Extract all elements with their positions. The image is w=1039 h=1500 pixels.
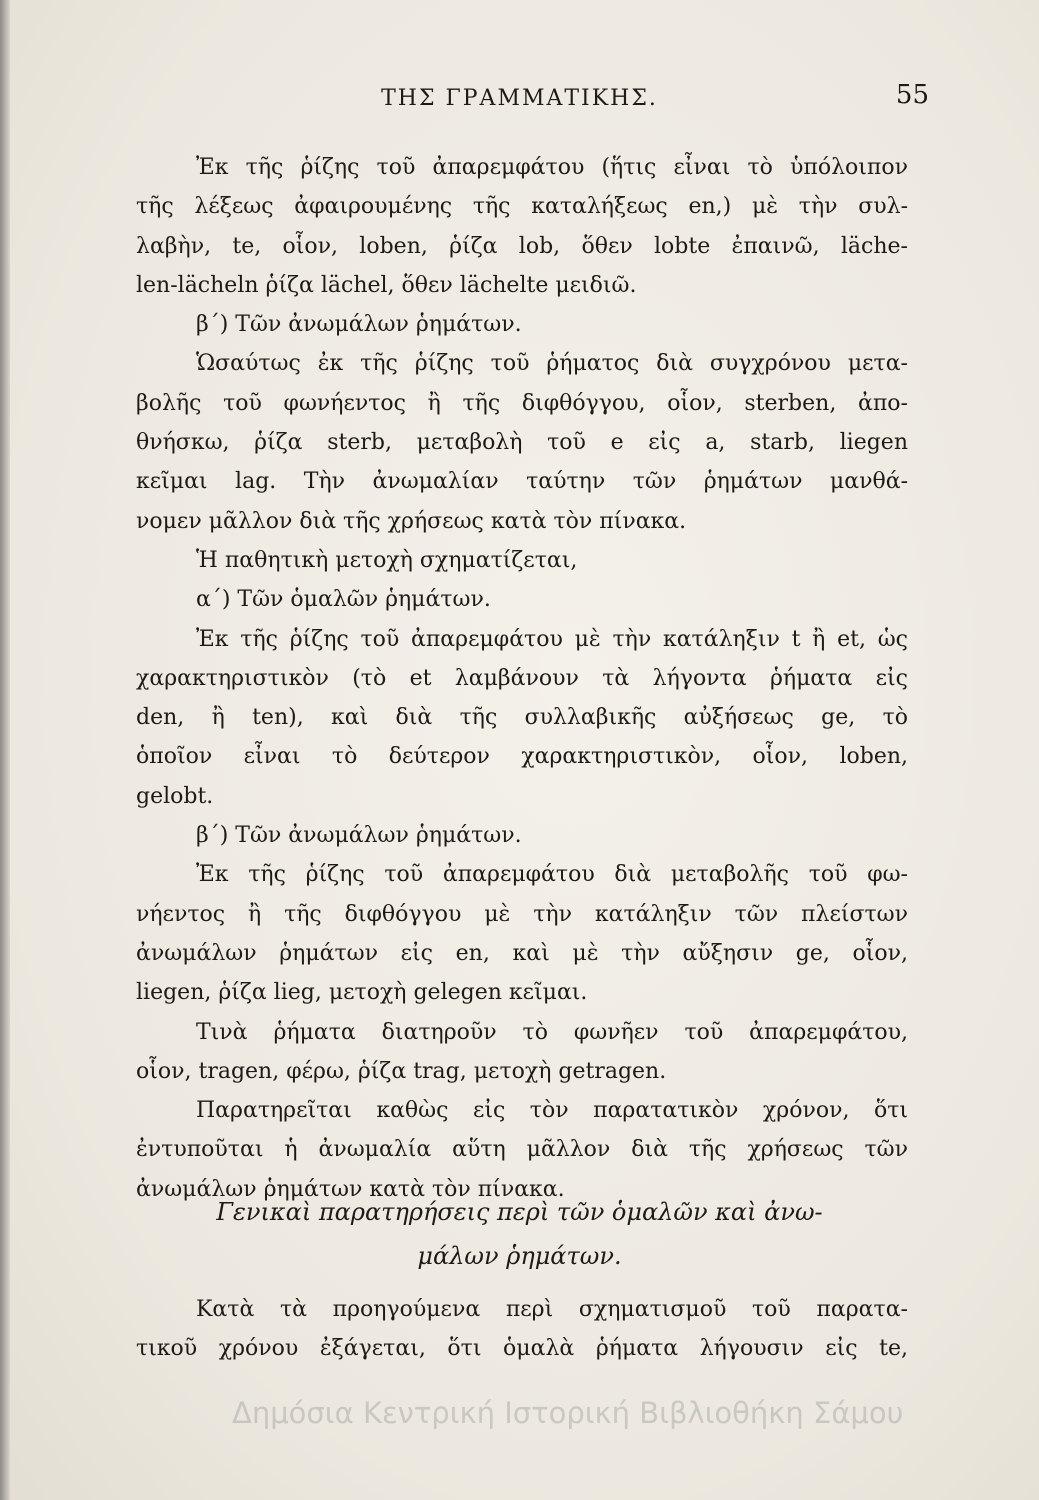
text-line: len-lächeln ῥίζα lächel, ὅθεν lächelte μειδιῶ. (136, 272, 637, 298)
text-line: Τινὰ ῥήματα διατηροῦν τὸ φωνῆεν τοῦ ἀπαρεμφάτου, (196, 1019, 908, 1045)
text-line: ὁποῖον εἶναι τὸ δεύτερον χαρακτηριστικὸν, οἷον, loben, (136, 744, 908, 770)
text-line: Κατὰ τὰ προηγούμενα περὶ σχηματισμοῦ τοῦ παρατα- (196, 1297, 908, 1322)
text-line: ἀνωμάλων ῥημάτων κατὰ τὸν πίνακα. (136, 1176, 565, 1202)
text-line: β΄) Τῶν ἀνωμάλων ῥημάτων. (196, 823, 522, 849)
text-line: οἷον, tragen, φέρω, ῥίζα trag, μετοχὴ getragen. (136, 1058, 667, 1084)
page-number: 55 (895, 80, 929, 110)
text-line: Ἐκ τῆς ῥίζης τοῦ ἀπαρεμφάτου μὲ τὴν κατάληξιν t ἢ et, ὡς (196, 626, 908, 652)
text-line: θνήσκω, ῥίζα sterb, μεταβολὴ τοῦ e εἰς a, starb, liegen (136, 430, 908, 456)
text-line: τικοῦ χρόνου ἐξάγεται, ὅτι ὁμαλὰ ῥήματα λήγουσιν εἰς te, (136, 1336, 908, 1362)
text-line: χαρακτηριστικὸν (τὸ et λαμβάνουν τὰ λήγοντα ῥήματα εἰς (136, 665, 908, 691)
text-line: den, ἢ ten), καὶ διὰ τῆς συλλαβικῆς αὐξήσεως ge, τὸ (136, 705, 908, 731)
text-line: νομεν μᾶλλον διὰ τῆς χρήσεως κατὰ τὸν πίνακα. (136, 508, 687, 534)
section-heading-line-2: μάλων ῥημάτων. (417, 1242, 622, 1270)
text-line: Ἡ παθητικὴ μετοχὴ σχηματίζεται, (196, 547, 578, 573)
text-line: Παρατηρεῖται καθὼς εἰς τὸν παρατατικὸν χρόνον, ὅτι (196, 1098, 908, 1124)
text-line: νήεντος ἢ τῆς διφθόγγου μὲ τὴν κατάληξιν τῶν πλείστων (136, 901, 908, 927)
text-line: liegen, ῥίζα lieg, μετοχὴ gelegen κεῖμαι. (136, 980, 588, 1006)
section-heading-line-1: Γενικαὶ παρατηρήσεις περὶ τῶν ὁμαλῶν καὶ ἀνω- (216, 1198, 823, 1226)
text-line: κεῖμαι lag. Τὴν ἀνωμαλίαν ταύτην τῶν ῥημάτων μανθά- (136, 469, 908, 495)
text-line: Ἐκ τῆς ῥίζης τοῦ ἀπαρεμφάτου (ἥτις εἶναι τὸ ὑπόλοιπον (196, 155, 908, 180)
text-line: Ὡσαύτως ἐκ τῆς ῥίζης τοῦ ῥήματος διὰ συγχρόνου μετα- (196, 351, 908, 377)
text-line: Ἐκ τῆς ῥίζης τοῦ ἀπαρεμφάτου διὰ μεταβολῆς τοῦ φω- (196, 862, 908, 888)
text-line: λαβὴν, te, οἷον, loben, ῥίζα lob, ὅθεν lobte ἐπαινῶ, läche- (136, 233, 908, 259)
text-line: τῆς λέξεως ἀφαιρουμένης τῆς καταλήξεως en,) μὲ τὴν συλ- (136, 194, 908, 220)
body-text-block-1 (136, 148, 908, 1209)
text-line: ἀνωμάλων ῥημάτων εἰς en, καὶ μὲ τὴν αὔξησιν ge, οἷον, (136, 940, 908, 966)
body-text-block-2 (136, 1290, 908, 1369)
text-line: α΄) Τῶν ὁμαλῶν ῥημάτων. (196, 587, 491, 613)
text-line: ἐντυποῦται ἡ ἀνωμαλία αὕτη μᾶλλον διὰ τῆς χρήσεως τῶν (136, 1137, 908, 1163)
library-watermark: Δημόσια Κεντρική Ιστορική Βιβλιοθήκη Σάμου (232, 1396, 904, 1430)
text-line: βολῆς τοῦ φωνήεντος ἢ τῆς διφθόγγου, οἷον, sterben, ἀπο- (136, 390, 908, 416)
text-line: gelobt. (136, 783, 214, 809)
section-heading (0, 1190, 1039, 1278)
text-line: β΄) Τῶν ἀνωμάλων ῥημάτων. (196, 312, 522, 338)
running-title: ΤΗΣ ΓΡΑΜΜΑΤΙΚΗΣ. (381, 86, 658, 111)
